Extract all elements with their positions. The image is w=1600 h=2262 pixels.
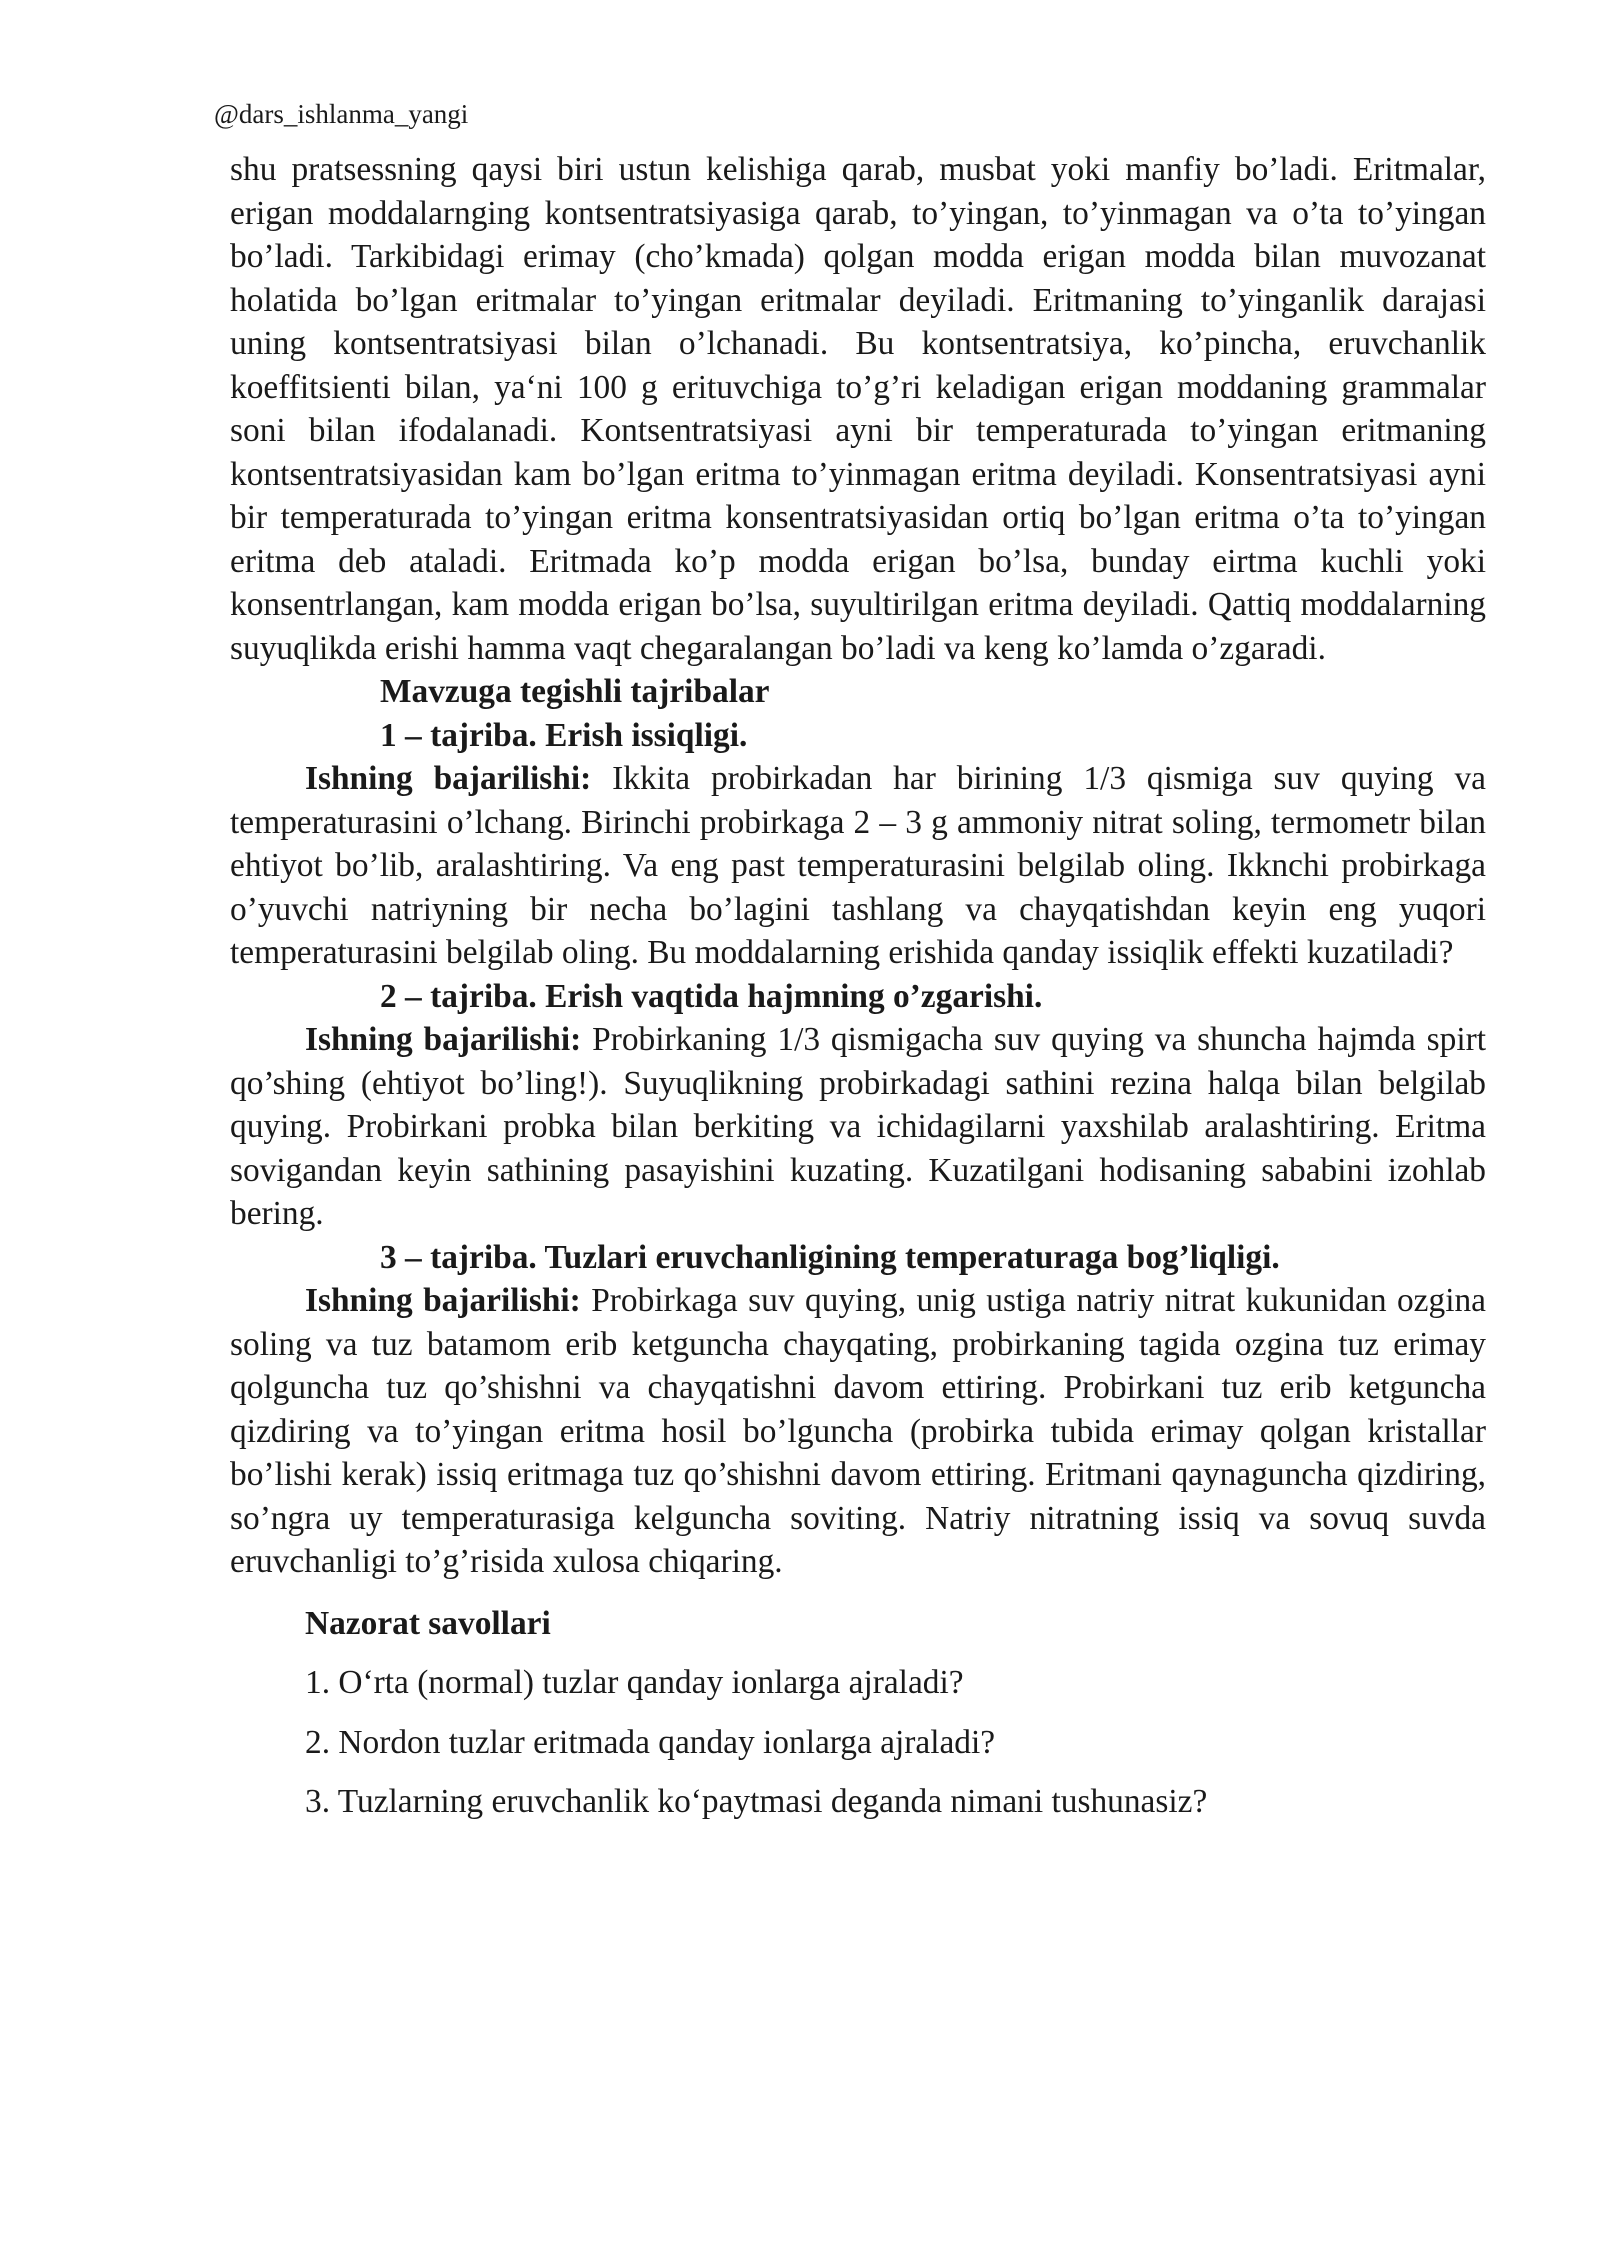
intro-paragraph: shu pratsessning qaysi biri ustun kelishiga qarab, musbat yoki manfiy bo’ladi. Eritmalar, erigan moddalarnging kontsentratsiyasiga qarab, to’yingan, to’yinmagan va o’ta to’yingan bo’ladi. Tarkibidagi erimay (cho’kmada) qolgan modda erigan modda bilan muvozanat holatida bo’lgan eritmalar to’yingan eritmalar deyiladi. Eritmaning to’yinganlik darajasi uning kontsentratsiyasi bilan o’lchanadi. Bu kontsentratsiya, ko’pincha, eruvchanlik koeffitsienti bilan, ya‘ni 100 g erituvchiga to’g’ri keladigan erigan moddaning grammalar soni bilan ifodalanadi. Kontsentratsiyasi ayni bir temperaturada to’yingan eritmaning kontsentratsiyasidan kam bo’lgan eritma to’yinmagan eritma deyiladi. Konsentratsiyasi ayni bir temperaturada to’yingan eritma konsentratsiyasidan ortiq bo’lgan eritma o’ta to’yingan eritma deb ataladi. Eritmada ko’p modda erigan bo’lsa, bunday eirtma kuchli yoki konsentrlangan, kam modda erigan bo’lsa, suyultirilgan eritma deyiladi. Qattiq moddalarning suyuqlikda erishi hamma vaqt chegaralangan bo’ladi va keng ko’lamda o’zgaradi. <box>230 151 1486 667</box>
experiment-1-title: 1 – tajriba. Erish issiqligi. <box>380 716 748 754</box>
question-item: 1. O‘rta (normal) tuzlar qanday ionlarga ajraladi? <box>305 1664 964 1701</box>
experiment-2-title: 2 – tajriba. Erish vaqtida hajmning o’zgarishi. <box>380 977 1043 1015</box>
experiment-3-label: Ishning bajarilishi: <box>305 1282 581 1319</box>
question-item: 3. Tuzlarning eruvchanlik ko‘paytmasi deganda nimani tushunasiz? <box>305 1783 1208 1820</box>
experiment-1-text: Ikkita probirkadan har birining 1/3 qismiga suv quying va temperaturasini o’lchang. Birinchi probirkaga 2 – 3 g ammoniy nitrat soling, termometr bilan ehtiyot bo’lib, aralashtiring. Va eng past temperaturasini belgilab oling. Ikknchi probirkaga o’yuvchi natriyning bir necha bo’lagini tashlang va chayqatishdan keyin eng yuqori temperaturasini belgilab oling. Bu moddalarning erishida qanday issiqlik effekti kuzatiladi? <box>230 760 1486 971</box>
page-header: @dars_ishlanma_yangi <box>214 99 469 129</box>
experiment-3-text: Probirkaga suv quying, unig ustiga natriy nitrat kukunidan ozgina soling va tuz batamom erib ketguncha chayqating, probirkaning tagida ozgina tuz erimay qolguncha tuz qo’shishni va chayqatishni davom ettiring. Probirkani tuz erib ketguncha qizdiring va to’yingan eritma hosil bo’lguncha (probirka tubida erimay qolgan kristallar bo’lishi kerak) issiq eritmaga tuz qo’shishni davom ettiring. Eritmani qaynaguncha qizdiring, so’ngra uy temperaturasiga kelguncha soviting. Natriy nitratning issiq va sovuq suvda eruvchanligi to’g’risida xulosa chiqaring. <box>230 1282 1486 1580</box>
experiment-1-label: Ishning bajarilishi: <box>305 760 592 797</box>
experiment-3-paragraph <box>230 1279 1486 1584</box>
experiment-2-label: Ishning bajarilishi: <box>305 1021 582 1058</box>
section-title: Mavzuga tegishli tajribalar <box>380 673 770 710</box>
document-body <box>230 148 1486 1840</box>
question-item: 2. Nordon tuzlar eritmada qanday ionlarga ajraladi? <box>305 1723 996 1761</box>
questions-title: Nazorat savollari <box>305 1604 551 1642</box>
experiment-2-paragraph <box>230 1018 1486 1236</box>
experiment-2-text: Probirkaning 1/3 qismigacha suv quying va shuncha hajmda spirt qo’shing (ehtiyot bo’ling!). Suyuqlikning probirkadagi sathini rezina halqa bilan belgilab quying. Probirkani probka bilan berkiting va ichidagilarni yaxshilab aralashtiring. Eritma sovigandan keyin sathining pasayishini kuzating. Kuzatilgani hodisaning sababini izohlab bering. <box>230 1021 1486 1232</box>
experiment-3-title: 3 – tajriba. Tuzlari eruvchanligining temperaturaga bog’liqligi. <box>380 1238 1280 1276</box>
experiment-1-paragraph <box>230 757 1486 975</box>
